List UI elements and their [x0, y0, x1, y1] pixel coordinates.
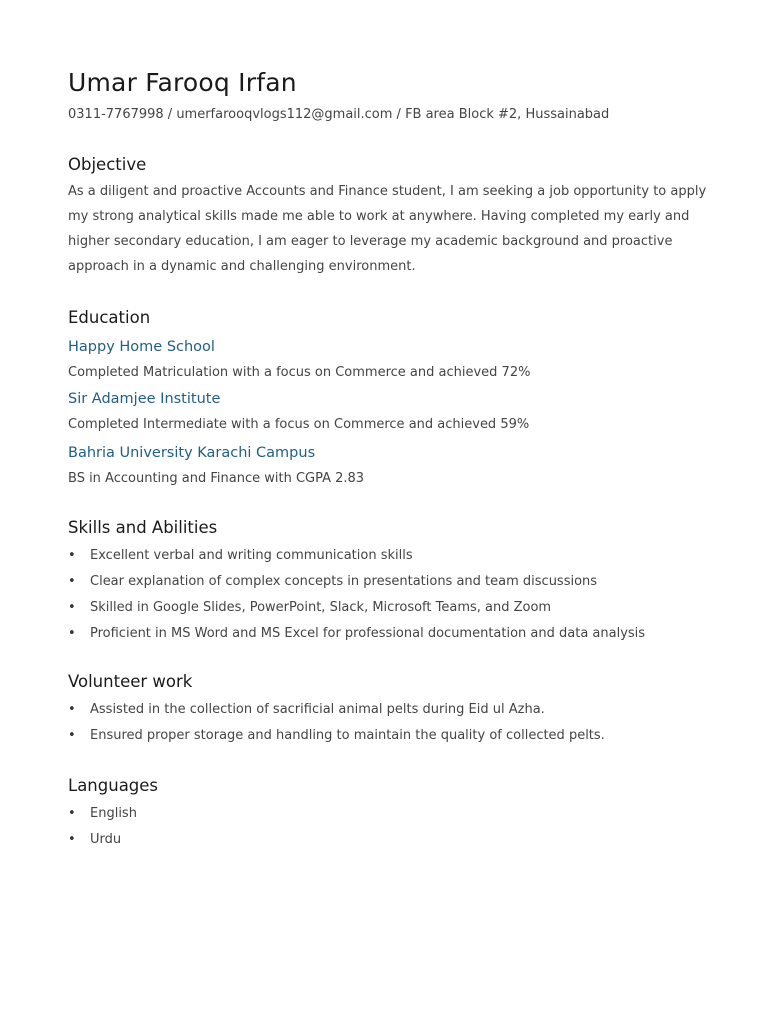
- volunteer-heading: Volunteer work: [68, 672, 193, 691]
- skills-heading: Skills and Abilities: [68, 518, 218, 537]
- bullet-icon: •: [68, 806, 76, 821]
- education-heading: Education: [68, 308, 151, 327]
- contact-line: 0311-7767998 / umerfarooqvlogs112@gmail.com / FB area Block #2, Hussainabad: [68, 107, 610, 122]
- list-item: [68, 621, 708, 647]
- education-entry: [68, 336, 708, 383]
- list-item: [68, 723, 708, 749]
- volunteer-section: [68, 671, 708, 749]
- list-item-text: Urdu: [90, 832, 122, 847]
- languages-list: [68, 801, 708, 853]
- list-item-text: Excellent verbal and writing communication skills: [90, 548, 413, 563]
- volunteer-list: [68, 697, 708, 749]
- objective-section: [68, 154, 708, 279]
- list-item-text: Clear explanation of complex concepts in presentations and team discussions: [90, 574, 598, 589]
- bullet-icon: •: [68, 702, 76, 717]
- list-item-text: English: [90, 806, 137, 821]
- education-description: Completed Intermediate with a focus on Commerce and achieved 59%: [68, 417, 530, 432]
- objective-heading: Objective: [68, 155, 147, 174]
- skills-list: [68, 543, 708, 647]
- bullet-icon: •: [68, 574, 76, 589]
- objective-text: As a diligent and proactive Accounts and Finance student, I am seeking a job opportunity to apply my strong analytical skills made me able to work at anywhere. Having completed my early and higher secondary education, I am eager to leverage my academic background and proactive approach in a dynamic and challenging environment.: [68, 184, 707, 274]
- list-item: [68, 697, 708, 723]
- list-item: [68, 595, 708, 621]
- list-item-text: Skilled in Google Slides, PowerPoint, Slack, Microsoft Teams, and Zoom: [90, 600, 552, 615]
- education-description: BS in Accounting and Finance with CGPA 2.83: [68, 471, 365, 486]
- education-entry: [68, 388, 708, 435]
- list-item-text: Proficient in MS Word and MS Excel for professional documentation and data analysis: [90, 626, 646, 641]
- education-school: Bahria University Karachi Campus: [68, 445, 316, 461]
- education-entry: [68, 442, 708, 489]
- list-item-text: Ensured proper storage and handling to maintain the quality of collected pelts.: [90, 728, 605, 743]
- list-item: [68, 801, 708, 827]
- bullet-icon: •: [68, 626, 76, 641]
- bullet-icon: •: [68, 728, 76, 743]
- bullet-icon: •: [68, 548, 76, 563]
- list-item: [68, 543, 708, 569]
- candidate-name: Umar Farooq Irfan: [68, 68, 297, 97]
- education-description: Completed Matriculation with a focus on Commerce and achieved 72%: [68, 365, 531, 380]
- list-item: [68, 569, 708, 595]
- languages-heading: Languages: [68, 776, 159, 795]
- languages-section: [68, 775, 708, 853]
- bullet-icon: •: [68, 600, 76, 615]
- education-school: Sir Adamjee Institute: [68, 391, 221, 407]
- education-school: Happy Home School: [68, 339, 215, 355]
- bullet-icon: •: [68, 832, 76, 847]
- list-item-text: Assisted in the collection of sacrificial animal pelts during Eid ul Azha.: [90, 702, 545, 717]
- education-section: [68, 307, 708, 489]
- skills-section: [68, 517, 708, 647]
- list-item: [68, 827, 708, 853]
